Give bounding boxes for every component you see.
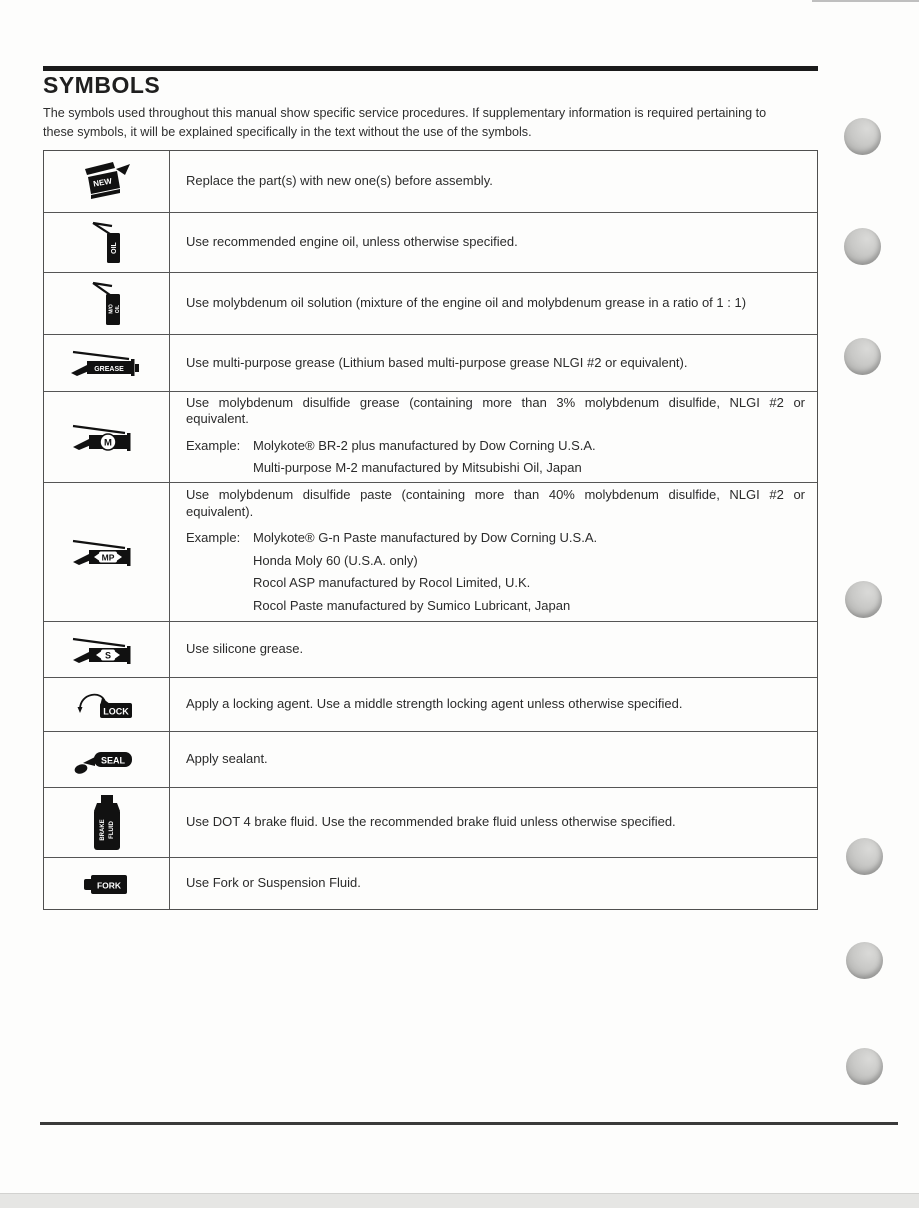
symbol-cell <box>44 622 170 677</box>
svg-text:BRAKE: BRAKE <box>99 818 106 841</box>
description-cell <box>170 335 817 391</box>
grease-gun-icon <box>67 344 147 382</box>
scan-bottom-band <box>0 1193 919 1208</box>
table-row-molybdenum-disulfide-paste <box>44 482 817 621</box>
symbol-description: Replace the part(s) with new one(s) before assembly. <box>186 173 493 189</box>
engine-oil-icon <box>79 217 135 269</box>
symbol-description: Use DOT 4 brake fluid. Use the recommended brake fluid unless otherwise specified. <box>186 814 676 830</box>
silicone-grease-gun-icon <box>67 630 147 670</box>
intro-line: The symbols used throughout this manual show specific service procedures. If supplementary information is required pertaining to <box>43 106 767 120</box>
table-row-fork-fluid <box>44 857 817 909</box>
symbol-cell <box>44 392 170 482</box>
table-row-replace-new <box>44 151 817 212</box>
new-parts-icon <box>75 159 139 205</box>
example-line: Rocol ASP manufactured by Rocol Limited, U.K. <box>253 575 531 590</box>
symbol-cell <box>44 788 170 857</box>
symbol-description: Use recommended engine oil, unless otherwise specified. <box>186 234 518 250</box>
binder-hole <box>846 1048 883 1085</box>
molybdenum-paste-gun-icon <box>67 532 147 572</box>
example-label: Example: <box>186 437 241 453</box>
description-cell <box>170 858 817 909</box>
description-cell <box>170 483 817 621</box>
svg-text:MP: MP <box>101 552 114 563</box>
symbol-description: Apply sealant. <box>186 751 268 767</box>
symbol-description-line: equivalent. <box>186 411 249 426</box>
intro-paragraph <box>43 104 825 142</box>
example-text: Molykote® G-n Paste manufactured by Dow Corning U.S.A. <box>253 530 598 545</box>
svg-text:FORK: FORK <box>96 880 121 890</box>
fork-fluid-icon <box>76 867 138 901</box>
symbol-cell <box>44 335 170 391</box>
svg-text:M: M <box>103 437 112 449</box>
symbol-description: Use multi-purpose grease (Lithium based multi-purpose grease NLGI #2 or equivalent). <box>186 354 688 370</box>
symbol-description: Use silicone grease. <box>186 641 304 657</box>
binder-hole <box>844 228 881 265</box>
table-row-silicone-grease <box>44 621 817 677</box>
table-row-molybdenum-disulfide-grease <box>44 391 817 482</box>
description-cell <box>170 213 817 272</box>
symbol-cell <box>44 483 170 621</box>
description-cell <box>170 392 817 482</box>
symbol-cell <box>44 678 170 731</box>
table-row-locking-agent <box>44 677 817 731</box>
symbol-description-line: Use molybdenum disulfide grease (containing more than 3% molybdenum disulfide, NLGI #2 or <box>186 394 805 410</box>
table-row-brake-fluid <box>44 787 817 857</box>
locking-agent-icon <box>68 683 146 727</box>
symbols-table <box>43 150 818 910</box>
example-line <box>186 527 805 550</box>
molybdenum-oil-icon <box>79 277 135 331</box>
example-text: Molykote® BR-2 plus manufactured by Dow Corning U.S.A. <box>253 437 596 453</box>
binder-hole <box>846 942 883 979</box>
title-rule <box>43 66 818 71</box>
example-line: Rocol Paste manufactured by Sumico Lubricant, Japan <box>253 597 571 613</box>
footer-rule <box>40 1122 898 1125</box>
brake-fluid-icon <box>84 792 130 854</box>
description-cell <box>170 732 817 787</box>
table-row-engine-oil <box>44 212 817 272</box>
symbol-description: Apply a locking agent. Use a middle strength locking agent unless otherwise specified. <box>186 696 683 712</box>
example-label: Example: <box>186 530 241 545</box>
table-row-sealant <box>44 731 817 787</box>
binder-hole <box>844 118 881 155</box>
symbol-cell <box>44 273 170 334</box>
symbol-cell <box>44 732 170 787</box>
description-cell <box>170 788 817 857</box>
table-row-multi-purpose-grease <box>44 334 817 391</box>
svg-text:M/O: M/O <box>108 303 114 314</box>
symbol-cell <box>44 213 170 272</box>
svg-text:FLUID: FLUID <box>108 820 115 839</box>
page-title: SYMBOLS <box>43 72 161 98</box>
binder-hole <box>844 338 881 375</box>
example-line: Honda Moly 60 (U.S.A. only) <box>253 552 418 568</box>
symbol-description: Use Fork or Suspension Fluid. <box>186 875 361 891</box>
svg-text:OIL: OIL <box>114 304 121 313</box>
symbol-cell <box>44 858 170 909</box>
table-row-molybdenum-oil <box>44 272 817 334</box>
svg-text:S: S <box>104 650 111 661</box>
description-cell <box>170 273 817 334</box>
description-cell <box>170 678 817 731</box>
symbol-cell <box>44 151 170 212</box>
sealant-icon <box>68 740 146 780</box>
scan-edge-artifact <box>812 0 919 2</box>
molybdenum-grease-gun-icon <box>67 417 147 457</box>
intro-line: these symbols, it will be explained specifically in the text without the use of the symbols. <box>43 125 532 139</box>
binder-hole <box>845 581 882 618</box>
examples-block <box>186 435 805 480</box>
description-cell <box>170 151 817 212</box>
symbol-description-line: Use molybdenum disulfide paste (containing more than 40% molybdenum disulfide, NLGI #2 or <box>186 487 805 502</box>
symbol-description: Use molybdenum oil solution (mixture of the engine oil and molybdenum grease in a ratio of 1 : 1) <box>186 295 747 311</box>
example-line: Multi-purpose M-2 manufactured by Mitsubishi Oil, Japan <box>253 460 582 475</box>
svg-text:OIL: OIL <box>110 241 118 254</box>
examples-block <box>186 527 805 617</box>
symbol-description-line: equivalent). <box>186 503 254 519</box>
binder-hole <box>846 838 883 875</box>
svg-text:LOCK: LOCK <box>102 706 129 716</box>
svg-text:SEAL: SEAL <box>100 755 125 766</box>
svg-text:GREASE: GREASE <box>93 366 124 373</box>
svg-text:NEW: NEW <box>92 175 113 189</box>
example-line <box>186 435 805 458</box>
description-cell <box>170 622 817 677</box>
